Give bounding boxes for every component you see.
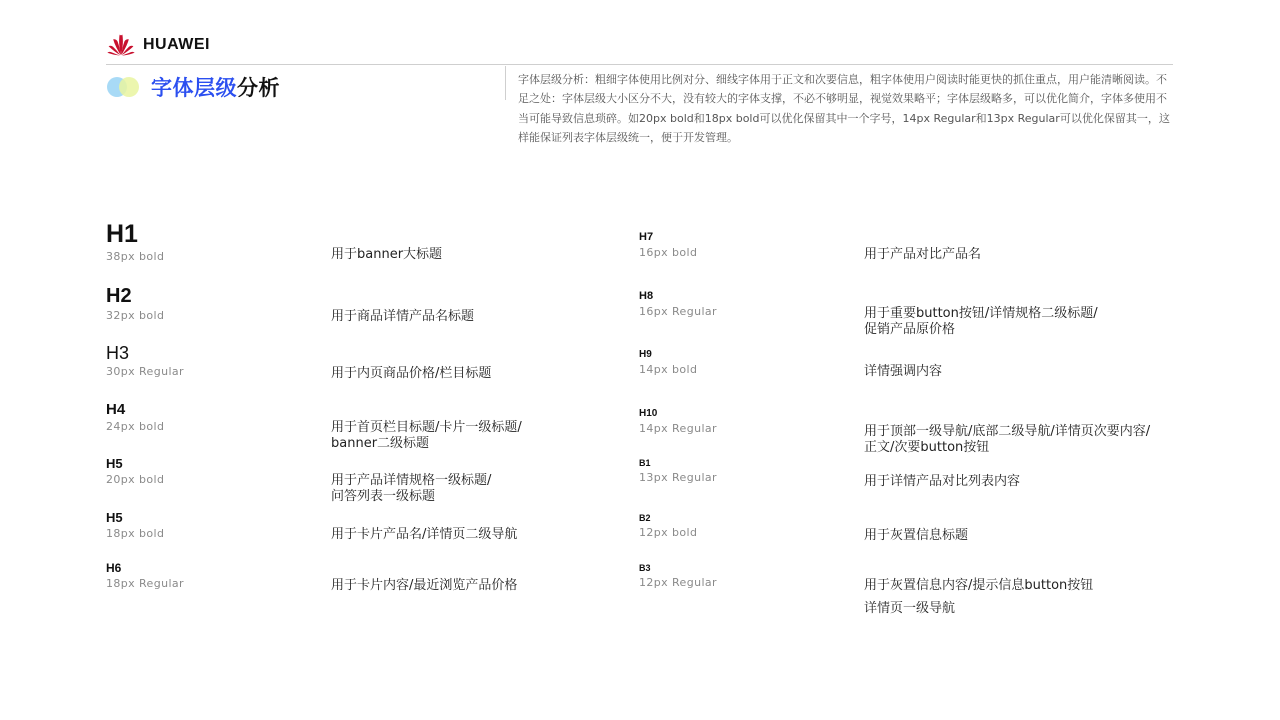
header-divider [106,64,1173,65]
level-usage: 用于卡片产品名/详情页二级导航 [331,527,518,542]
level-size: 16px Regular [639,305,717,318]
level-usage: 用于详情产品对比列表内容 [864,474,1021,489]
level-label: H7 [639,231,654,243]
level-usage: 用于灰置信息内容/提示信息button按钮 [864,578,1094,593]
level-usage: 用于内页商品价格/栏目标题 [331,366,492,381]
level-usage: 用于banner大标题 [331,247,443,262]
level-usage: 用于重要button按钮/详情规格二级标题/ 促销产品原价格 [864,306,1098,337]
level-usage: 用于卡片内容/最近浏览产品价格 [331,578,518,593]
level-label: H2 [106,285,132,307]
level-size: 14px Regular [639,422,717,435]
level-label: H4 [106,401,126,418]
level-label: H1 [106,220,138,248]
level-usage: 用于首页栏目标题/卡片一级标题/ banner二级标题 [331,420,522,451]
level-label: H8 [639,290,654,302]
level-label: B2 [639,513,651,523]
level-size: 24px bold [106,420,165,433]
level-b2 [639,514,697,539]
level-size: 16px bold [639,246,698,259]
level-usage: 用于产品对比产品名 [864,247,982,262]
level-h4 [106,402,164,433]
level-b1 [639,459,717,484]
vertical-divider [505,66,506,100]
level-size: 20px bold [106,473,165,486]
level-usage: 用于商品详情产品名标题 [331,309,475,324]
level-label: H5 [106,456,123,471]
title-highlight: 字体层级 [151,76,237,100]
level-h5-20 [106,457,164,486]
level-h3 [106,344,184,378]
title-rest: 分析 [237,76,280,100]
brand-name: HUAWEI [143,36,210,53]
level-h6 [106,562,184,590]
level-usage: 详情强调内容 [864,364,943,379]
level-label: H5 [106,510,123,525]
level-size: 14px bold [639,363,698,376]
level-h10 [639,409,717,435]
level-h9 [639,350,697,376]
level-label: B3 [639,563,651,573]
level-size: 13px Regular [639,471,717,484]
level-label: H10 [639,408,658,419]
analysis-description: 字体层级分析：粗细字体使用比例对分、细线字体用于正文和次要信息，粗字体使用户阅读时能更快的抓住重点，用户能清晰阅读。不足之处：字体层级大小区分不大，没有较大的字体支撑，不必不够明显，视觉效果略平；字体层级略多，可以优化简介，字体多使用不当可能导致信息琐碎。如20px bold和18px bold可以优化保留其中一个字号，14px Regular和13px Regular可以优化保留其一，这样能保证列表字体层级统一，便于开发管理。 [518,73,1170,144]
level-h7 [639,232,697,259]
level-h5-18 [106,511,164,540]
level-usage: 用于灰置信息标题 [864,528,969,543]
extra-usage: 详情页一级导航 [864,601,956,616]
level-size: 38px bold [106,250,165,263]
level-label: B1 [639,458,651,468]
level-label: H9 [639,349,652,360]
level-size: 32px bold [106,309,165,322]
overlapping-circles-icon [106,75,144,99]
level-usage: 用于顶部一级导航/底部二级导航/详情页次要内容/ 正文/次要button按钮 [864,424,1151,455]
page-title [106,72,280,102]
level-size: 12px bold [639,526,698,539]
level-h8 [639,291,717,318]
level-h1 [106,222,164,263]
level-b3 [639,564,717,589]
level-label: H3 [106,343,130,363]
huawei-flower-icon [106,33,136,57]
level-size: 18px bold [106,527,165,540]
huawei-logo [106,33,210,57]
level-label: H6 [106,561,122,575]
level-size: 30px Regular [106,365,184,378]
level-h2 [106,286,164,322]
level-size: 12px Regular [639,576,717,589]
level-usage: 用于产品详情规格一级标题/ 问答列表一级标题 [331,473,492,504]
level-size: 18px Regular [106,577,184,590]
